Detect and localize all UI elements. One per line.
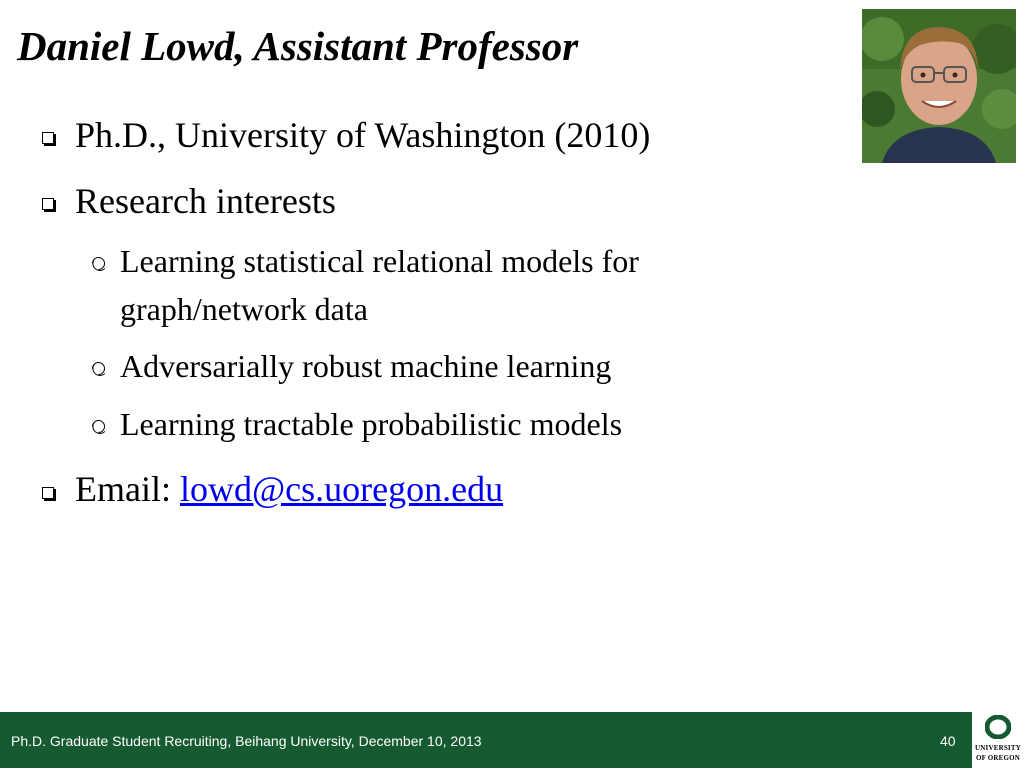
uo-o-icon xyxy=(985,715,1011,739)
bullet-phd: Ph.D., University of Washington (2010) xyxy=(75,115,651,155)
square-bullet-icon xyxy=(42,487,54,499)
profile-photo xyxy=(862,9,1016,163)
circle-bullet-icon xyxy=(89,254,107,272)
sub-bullet-adversarial: Adversarially robust machine learning xyxy=(120,348,612,384)
footer-text: Ph.D. Graduate Student Recruiting, Beihang University, December 10, 2013 xyxy=(11,733,482,749)
logo-text-line1: UNIVERSITY xyxy=(975,744,1021,752)
email-link[interactable]: lowd@cs.uoregon.edu xyxy=(179,469,504,509)
square-bullet-icon xyxy=(42,198,54,210)
logo-text-line2: OF OREGON xyxy=(975,754,1021,762)
circle-bullet-icon xyxy=(89,417,107,435)
footer-bar xyxy=(0,712,972,768)
circle-bullet-icon xyxy=(89,359,107,377)
sub-bullet-relational-line2: graph/network data xyxy=(120,291,368,327)
bullet-email xyxy=(75,468,503,510)
bullet-research: Research interests xyxy=(75,181,336,221)
square-bullet-icon xyxy=(42,132,54,144)
sub-bullet-tractable: Learning tractable probabilistic models xyxy=(120,406,623,442)
slide-title: Daniel Lowd, Assistant Professor xyxy=(17,23,579,69)
sub-bullet-relational-line1: Learning statistical relational models for xyxy=(120,243,639,279)
page-number: 40 xyxy=(940,733,956,749)
university-of-oregon-logo xyxy=(972,712,1024,768)
email-label: Email: xyxy=(75,469,171,509)
